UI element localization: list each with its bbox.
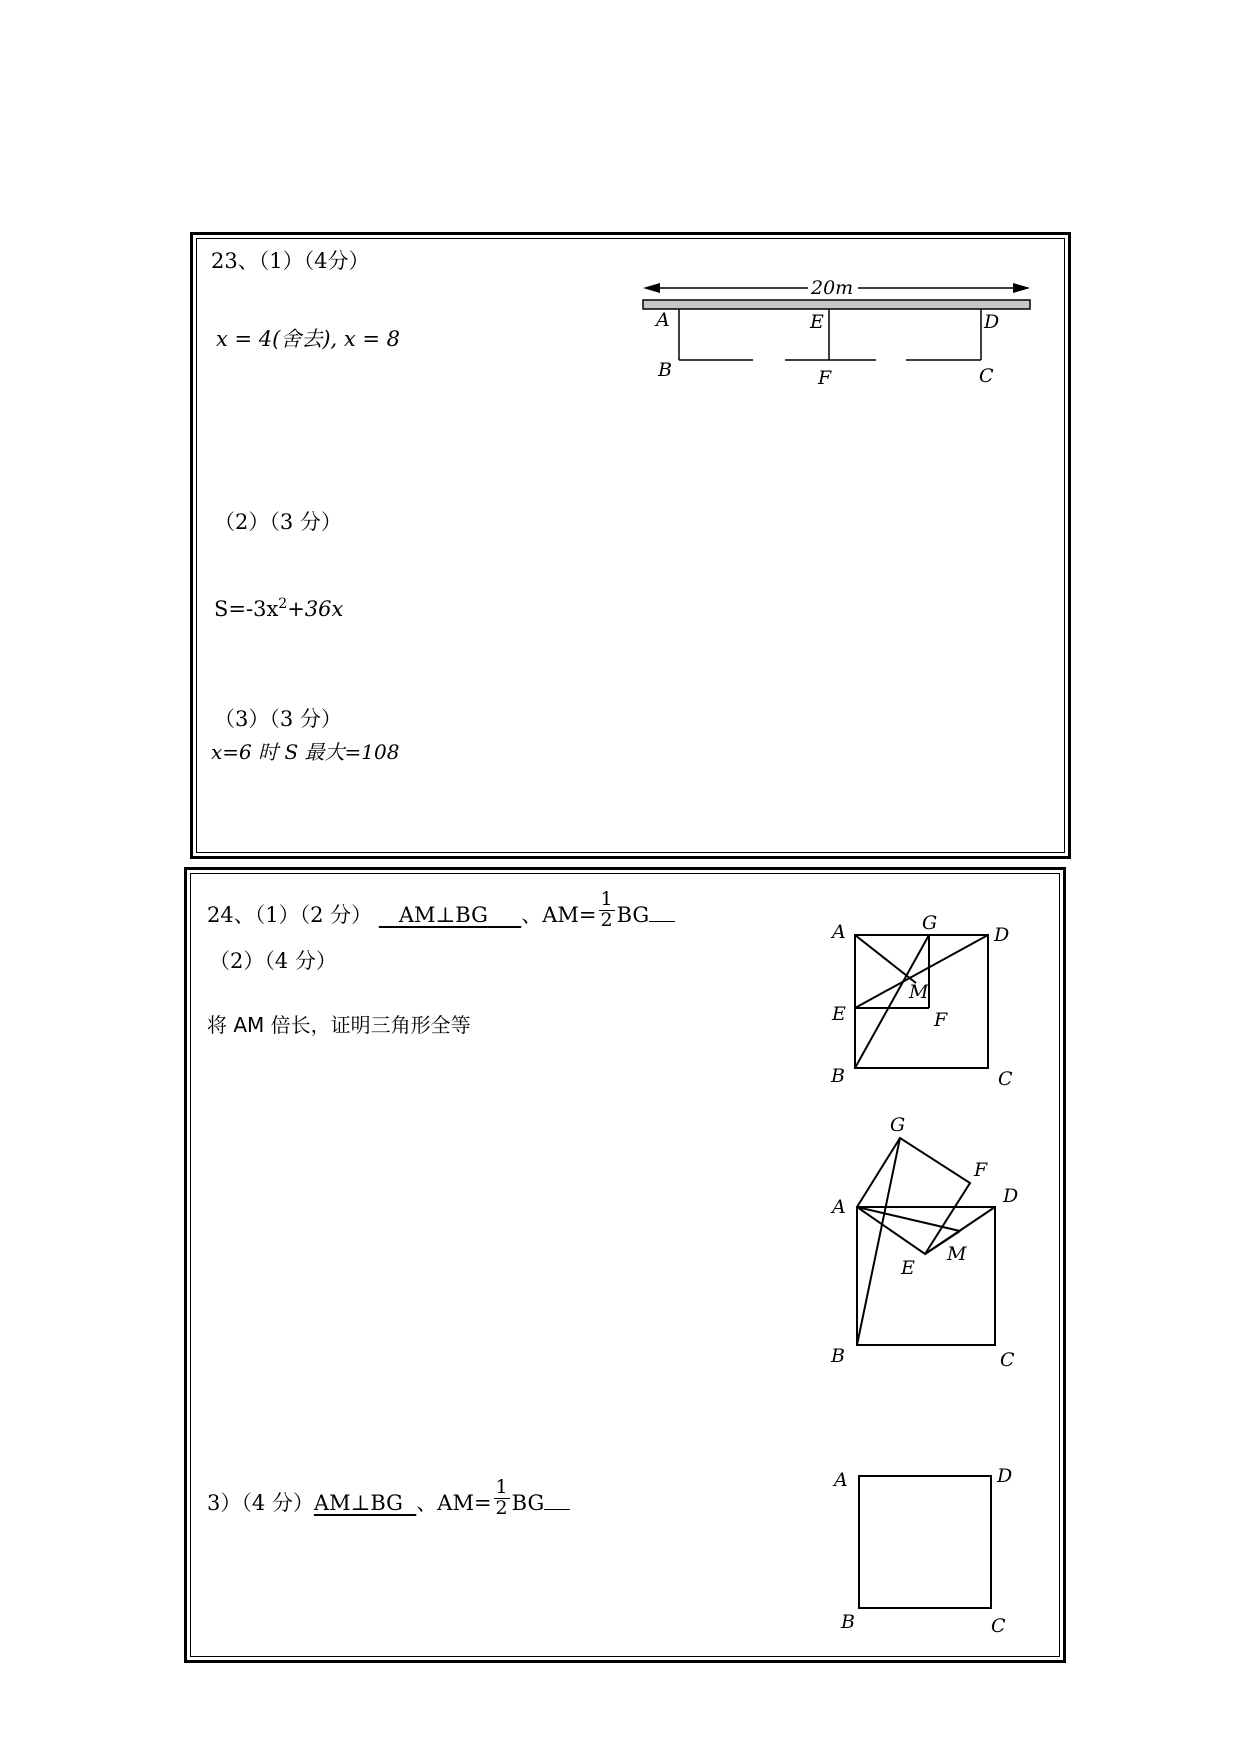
fig2-label-g: G <box>890 1114 906 1136</box>
q24-part1-answer-b-suffix: BG <box>616 902 650 927</box>
q24-part1-line <box>207 888 675 931</box>
q23-part3-header: （3）（3 分） <box>214 707 342 731</box>
q23-part3-answer: x=6 时 S 最大=108 <box>211 740 400 764</box>
fig1-label-b: B <box>831 1065 845 1087</box>
q23-part1-header: 23、（1）（4分） <box>211 249 370 273</box>
q23-part1-answer: x = 4(舍去), x = 8 <box>216 327 401 351</box>
q23-part2-answer-prefix: S=-3x <box>214 597 279 621</box>
q24-answer-box <box>184 867 1066 1663</box>
q24-part1-sep: 、 <box>521 902 543 927</box>
q24-part1-blank <box>649 920 675 922</box>
q24-part3-answer-b-suffix: BG <box>511 1490 545 1515</box>
q24-part2-answer: 将 AM 倍长，证明三角形全等 <box>207 1013 471 1037</box>
q24-part3-header: 3）（4 分） <box>207 1490 314 1515</box>
fig2-label-c: C <box>1000 1349 1015 1371</box>
label-e: E <box>810 311 824 333</box>
label-b: B <box>658 359 672 381</box>
q24-part3-fraction: $\frac{1}{2}$ <box>495 1476 508 1519</box>
q24-part3-answer-b-prefix: AM= <box>437 1490 492 1515</box>
fig1-label-c: C <box>998 1068 1013 1090</box>
label-c: C <box>979 365 994 387</box>
q24-part2-header: （2）（4 分） <box>209 949 337 973</box>
label-a: A <box>656 309 670 331</box>
q24-part3-blank <box>544 1508 570 1510</box>
fig3-label-d: D <box>997 1465 1013 1487</box>
q24-part3-answer-a: AM⊥BG <box>313 1490 403 1515</box>
fig2-label-m: M <box>947 1243 967 1265</box>
label-f: F <box>818 367 832 389</box>
fig2-label-e: E <box>901 1257 915 1279</box>
label-d: D <box>984 311 1000 333</box>
fig1-label-m: M <box>909 981 929 1003</box>
q24-part3-sep: 、 <box>416 1490 438 1515</box>
fig1-label-e: E <box>832 1003 846 1025</box>
q24-part1-answer-a: AM⊥BG <box>398 902 488 927</box>
q24-part1-answer-b-prefix: AM= <box>542 902 597 927</box>
fig1-label-g: G <box>922 912 938 934</box>
fig3-label-a: A <box>834 1469 848 1491</box>
fig1-label-a: A <box>832 921 846 943</box>
q23-part2-answer-suffix: +36x <box>287 597 344 621</box>
dimension-label: 20m <box>811 277 854 299</box>
q23-part2-answer <box>214 597 343 620</box>
fig3-label-c: C <box>991 1615 1006 1637</box>
q23-part2-answer-exp: 2 <box>278 596 288 612</box>
q24-part1-fraction: $\frac{1}{2}$ <box>600 888 613 931</box>
fig1-label-d: D <box>994 924 1010 946</box>
fig1-label-f: F <box>934 1009 948 1031</box>
q24-part1-header: 24、（1）（2 分） <box>207 902 373 927</box>
q23-part2-header: （2）（3 分） <box>214 510 342 534</box>
fig2-label-b: B <box>831 1345 845 1367</box>
q24-part3-line <box>207 1476 570 1519</box>
fig3-label-b: B <box>841 1611 855 1633</box>
fig2-label-a: A <box>832 1196 846 1218</box>
fig2-label-f: F <box>974 1159 988 1181</box>
fig2-label-d: D <box>1003 1185 1019 1207</box>
